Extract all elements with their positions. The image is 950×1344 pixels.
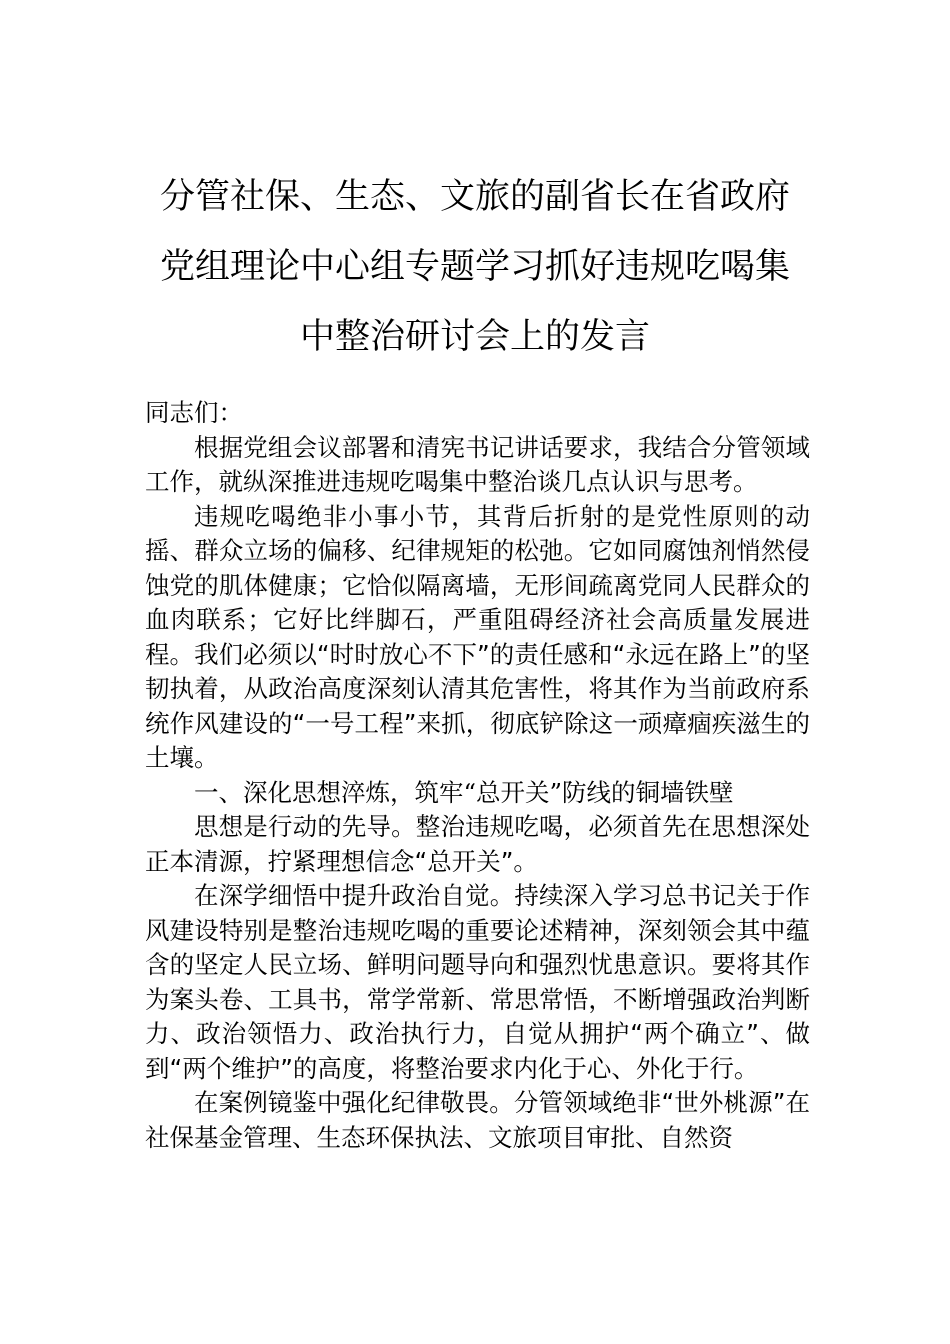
section-heading-1: 一、深化思想淬炼，筑牢“总开关”防线的铜墙铁壁 (194, 777, 734, 807)
paragraph-study: 在深学细悟中提升政治自觉。持续深入学习总书记关于作风建设特别是整治违规吃喝的重要论述精神，深刻领会其中蕴含的坚定人民立场、鲜明问题导向和强烈忧患意识。要将其作为案头卷、工具书，常学常新、常思常悟，不断增强政治判断力、政治领悟力、政治执行力，自觉从拥护“两个确立”、做到“两个维护”的高度，将整治要求内化于心、外化于行。 (145, 881, 810, 1083)
title-line-3: 中整治研讨会上的发言 (299, 317, 650, 357)
title-line-2: 党组理论中心组专题学习抓好违规吃喝集 (159, 247, 790, 287)
paragraph-significance: 违规吃喝绝非小事小节，其背后折射的是党性原则的动摇、群众立场的偏移、纪律规矩的松弛。它如同腐蚀剂悄然侵蚀党的肌体健康；它恰似隔离墙，无形间疏离党同人民群众的血肉联系；它好比绊脚石，严重阻碍经济社会高质量发展进程。我们必须以“时时放心不下”的责任感和“永远在路上”的坚韧执着，从政治高度深刻认清其危害性，将其作为当前政府系统作风建设的“一号工程”来抓，彻底铲除这一顽瘴痼疾滋生的土壤。 (145, 501, 810, 772)
document-title (110, 162, 840, 372)
paragraph-intro: 根据党组会议部署和清宪书记讲话要求，我结合分管领域工作，就纵深推进违规吃喝集中整治谈几点认识与思考。 (145, 432, 810, 496)
paragraph-case-warning: 在案例镜鉴中强化纪律敬畏。分管领域绝非“世外桃源”在社保基金管理、生态环保执法、文旅项目审批、自然资 (145, 1088, 810, 1152)
salutation: 同志们： (145, 398, 243, 427)
title-line-1: 分管社保、生态、文旅的副省长在省政府 (159, 177, 790, 217)
paragraph-section-1-lead: 思想是行动的先导。整治违规吃喝，必须首先在思想深处正本清源，拧紧理想信念“总开关”。 (145, 812, 810, 876)
document-body (145, 396, 810, 1155)
